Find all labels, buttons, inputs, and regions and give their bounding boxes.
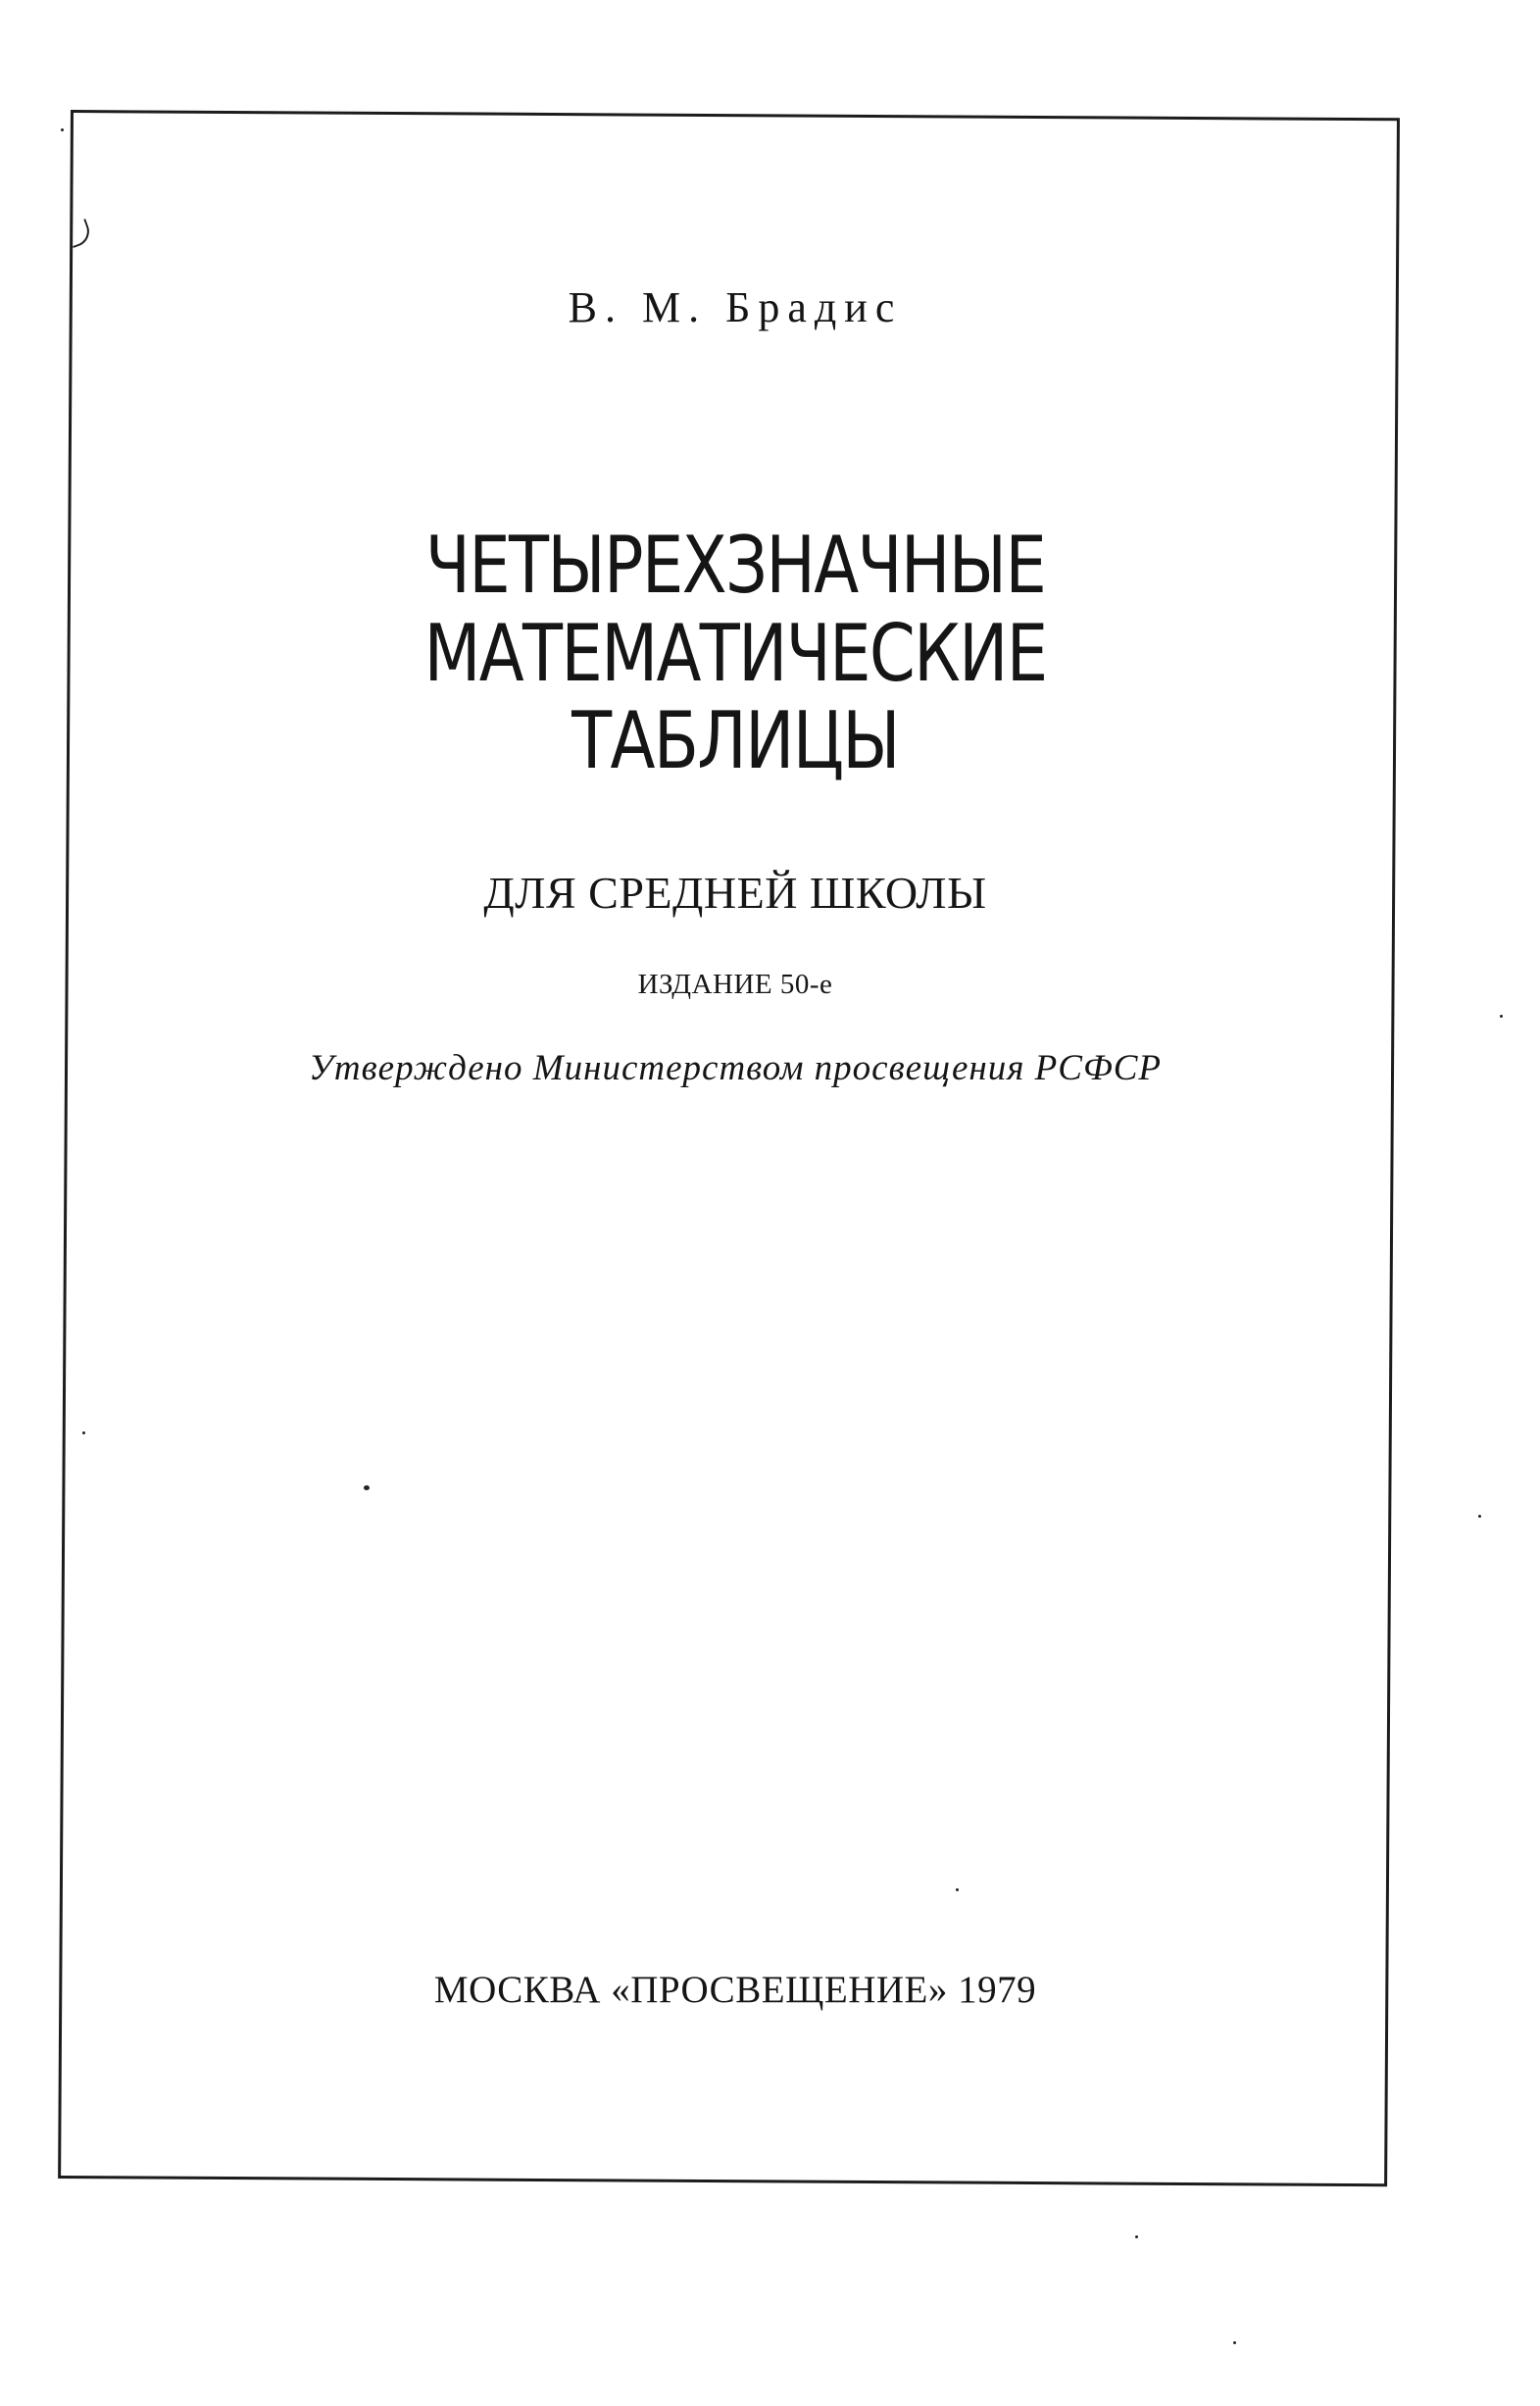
scan-speck bbox=[1478, 1515, 1481, 1518]
book-title-line-2: МАТЕМАТИЧЕСКИЕ bbox=[423, 607, 1047, 699]
book-subtitle: ДЛЯ СРЕДНЕЙ ШКОЛЫ bbox=[483, 868, 987, 918]
author-name: В. М. Брадис bbox=[568, 283, 903, 331]
book-title-line-3: ТАБЛИЦЫ bbox=[571, 695, 899, 787]
approval-note: Утверждено Министерством просвещения РСФСР bbox=[308, 1048, 1162, 1088]
edition-label: ИЗДАНИЕ 50-е bbox=[637, 969, 833, 1000]
scan-speck bbox=[1500, 1015, 1503, 1018]
scan-speck bbox=[61, 128, 64, 131]
title-page bbox=[71, 110, 1400, 2179]
publisher-imprint: МОСКВА «ПРОСВЕЩЕНИЕ» 1979 bbox=[433, 1969, 1037, 2011]
scan-speck bbox=[82, 1431, 85, 1434]
book-title bbox=[176, 522, 1293, 785]
scan-speck bbox=[1135, 2235, 1138, 2238]
scan-speck bbox=[364, 1485, 370, 1490]
book-title-line-1: ЧЕТЫРЕХЗНАЧНЫЕ bbox=[424, 520, 1046, 611]
scan-speck bbox=[956, 1888, 959, 1891]
scan-speck bbox=[1233, 2341, 1236, 2344]
